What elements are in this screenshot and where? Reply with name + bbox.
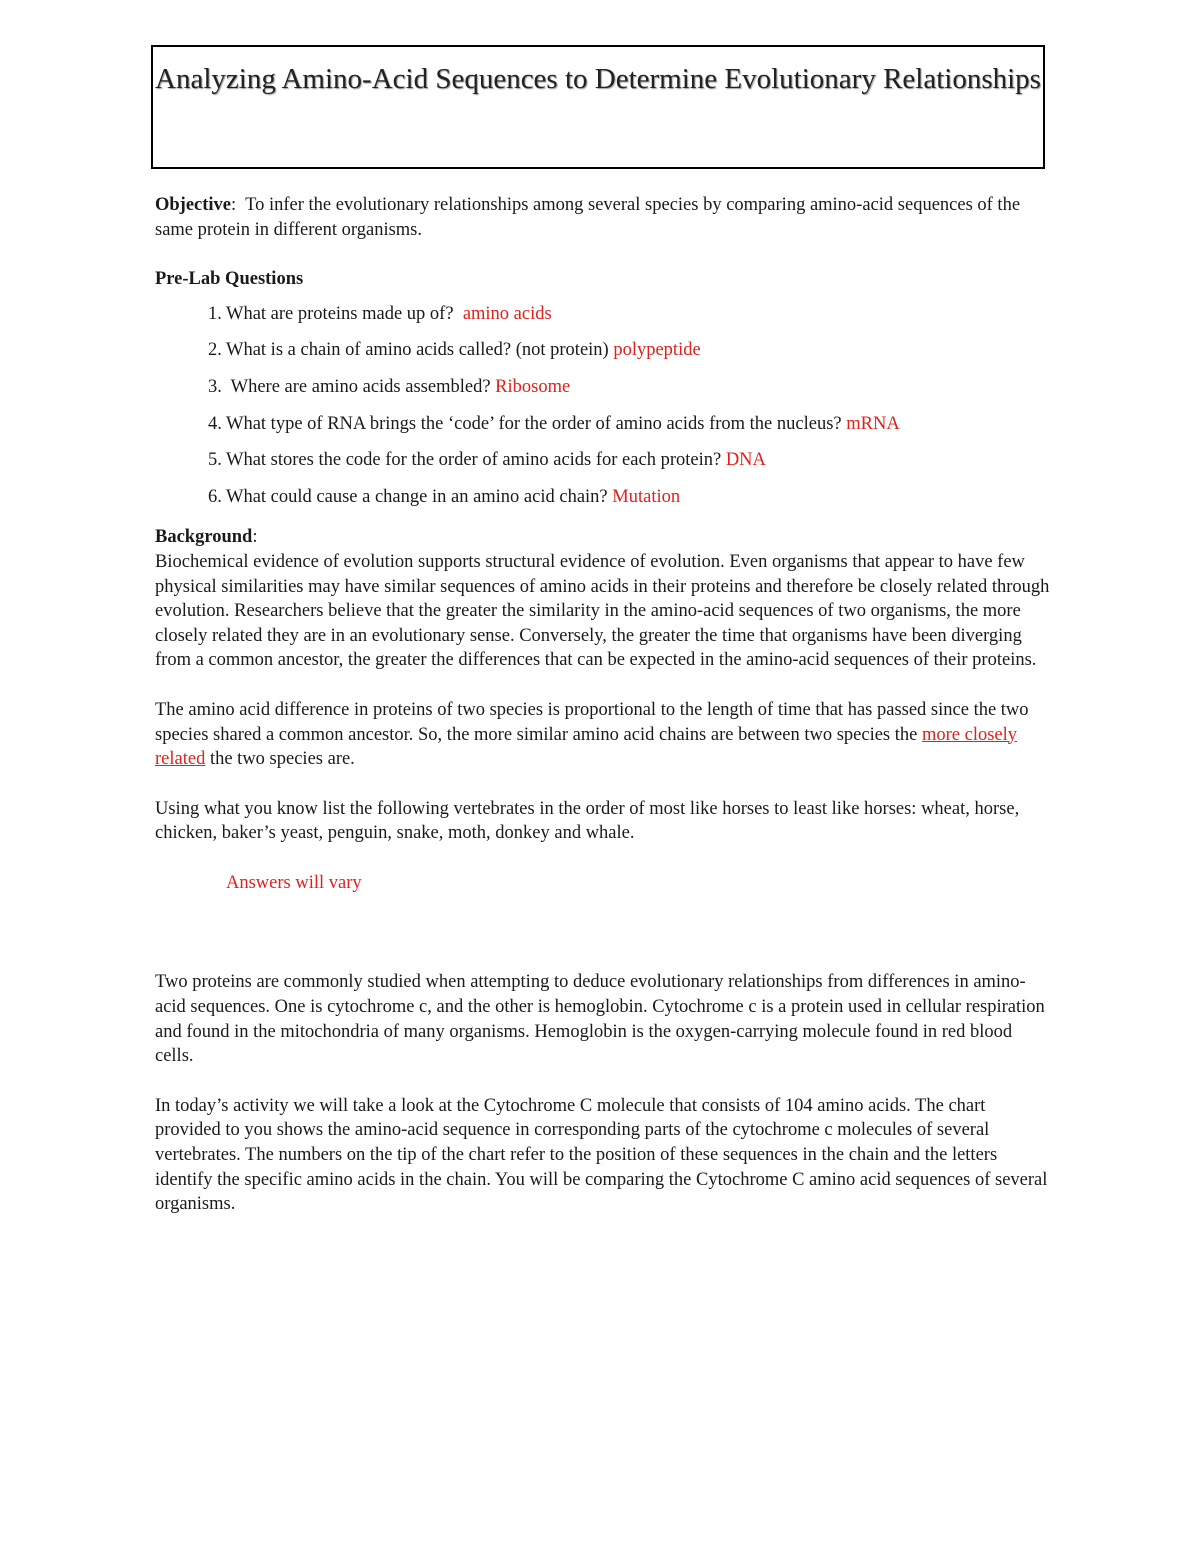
title-box (151, 45, 1045, 169)
question-number: 5. (208, 450, 222, 471)
list-item (155, 485, 1055, 522)
background-heading: Background: (155, 527, 258, 548)
prelab-heading: Pre-Lab Questions (155, 269, 304, 290)
answer-text: DNA (725, 450, 766, 471)
answer-text: Ribosome (495, 376, 571, 397)
objective-label: Objective (155, 195, 232, 215)
objective-text: To infer the evolutionary relationships among several species by comparing amino-acid sequences of the same protein in different organisms. (155, 195, 1021, 240)
answer-text: Mutation (612, 486, 681, 507)
paragraph-2-end: the two species are. (209, 749, 355, 770)
background-label: Background (155, 527, 253, 548)
question-number: 4. (208, 413, 222, 434)
question-text: What type of RNA brings the ‘code’ for the order of amino acids from the nucleus? (226, 413, 842, 434)
list-item (155, 375, 1055, 412)
list-item (155, 338, 1055, 375)
answer-text: amino acids (462, 303, 552, 324)
answer-text: mRNA (846, 413, 900, 434)
activity-paragraph: In today’s activity we will take a look at the Cytochrome C molecule that consists of 104 amino acids. The chart provided to you shows the amino-acid sequence in corresponding parts of the cytochrome c molecules of several vertebrates. The numbers on the tip of the chart refer to the position of these sequences in the chain and the letters identify the specific amino acids in the chain. You will be comparing the Cytochrome C amino acid sequences of several organisms. (155, 1095, 1048, 1215)
page-title: Analyzing Amino-Acid Sequences to Determine Evolutionary Relationships (155, 63, 1041, 95)
fill-in-answer: more closely related (155, 724, 1018, 770)
background-paragraph-1: Biochemical evidence of evolution supports structural evidence of evolution. Even organisms that appear to have few physical similarities may have similar sequences of amino acids in their proteins and therefore be closely related through evolution. Researchers believe that the greater the similarity in the amino-acid sequences of two organisms, the more closely related they are in an evolutionary sense. Conversely, the greater the time that organisms have been diverging from a common ancestor, the greater the differences that can be expected in the amino-acid sequences of their proteins. (155, 551, 1050, 671)
document-body (155, 193, 1055, 1217)
question-number: 2. (208, 340, 222, 361)
list-item (155, 412, 1055, 449)
objective-paragraph: Objective: To infer the evolutionary relationships among several species by comparing amino-acid sequences of the same protein in different organisms. (155, 195, 1021, 240)
question-number: 3. (208, 376, 222, 397)
proteins-paragraph: Two proteins are commonly studied when attempting to deduce evolutionary relationships from differences in amino-acid sequences. One is cytochrome c, and the other is hemoglobin. Cytochrome c is a protein used in cellular respiration and found in the mitochondria of many organisms. Hemoglobin is the oxygen-carrying molecule found in red blood cells. (155, 972, 1045, 1067)
question-text: What is a chain of amino acids called? (not protein) (226, 340, 609, 361)
question-text: Where are amino acids assembled? (230, 376, 491, 397)
ordering-prompt: Using what you know list the following vertebrates in the order of most like horses to least like horses: wheat, horse, chicken, baker’s yeast, penguin, snake, moth, donkey and whale. (155, 798, 1020, 844)
question-number: 1. (208, 303, 222, 324)
list-item (155, 448, 1055, 485)
answers-vary-note: Answers will vary (226, 872, 362, 893)
answer-text: polypeptide (613, 340, 701, 361)
background-paragraph-2 (155, 698, 1055, 772)
question-number: 6. (208, 486, 222, 507)
prelab-question-list (155, 302, 1055, 522)
list-item (155, 302, 1055, 339)
question-text: What could cause a change in an amino acid chain? (226, 486, 608, 507)
question-text: What are proteins made up of? (226, 303, 454, 324)
question-text: What stores the code for the order of amino acids for each protein? (226, 450, 722, 471)
paragraph-2-start: The amino acid difference in proteins of two species is proportional to the length of time that has passed since the two species shared a common ancestor. So, the more similar amino acid chains are between two species the (155, 699, 1029, 745)
